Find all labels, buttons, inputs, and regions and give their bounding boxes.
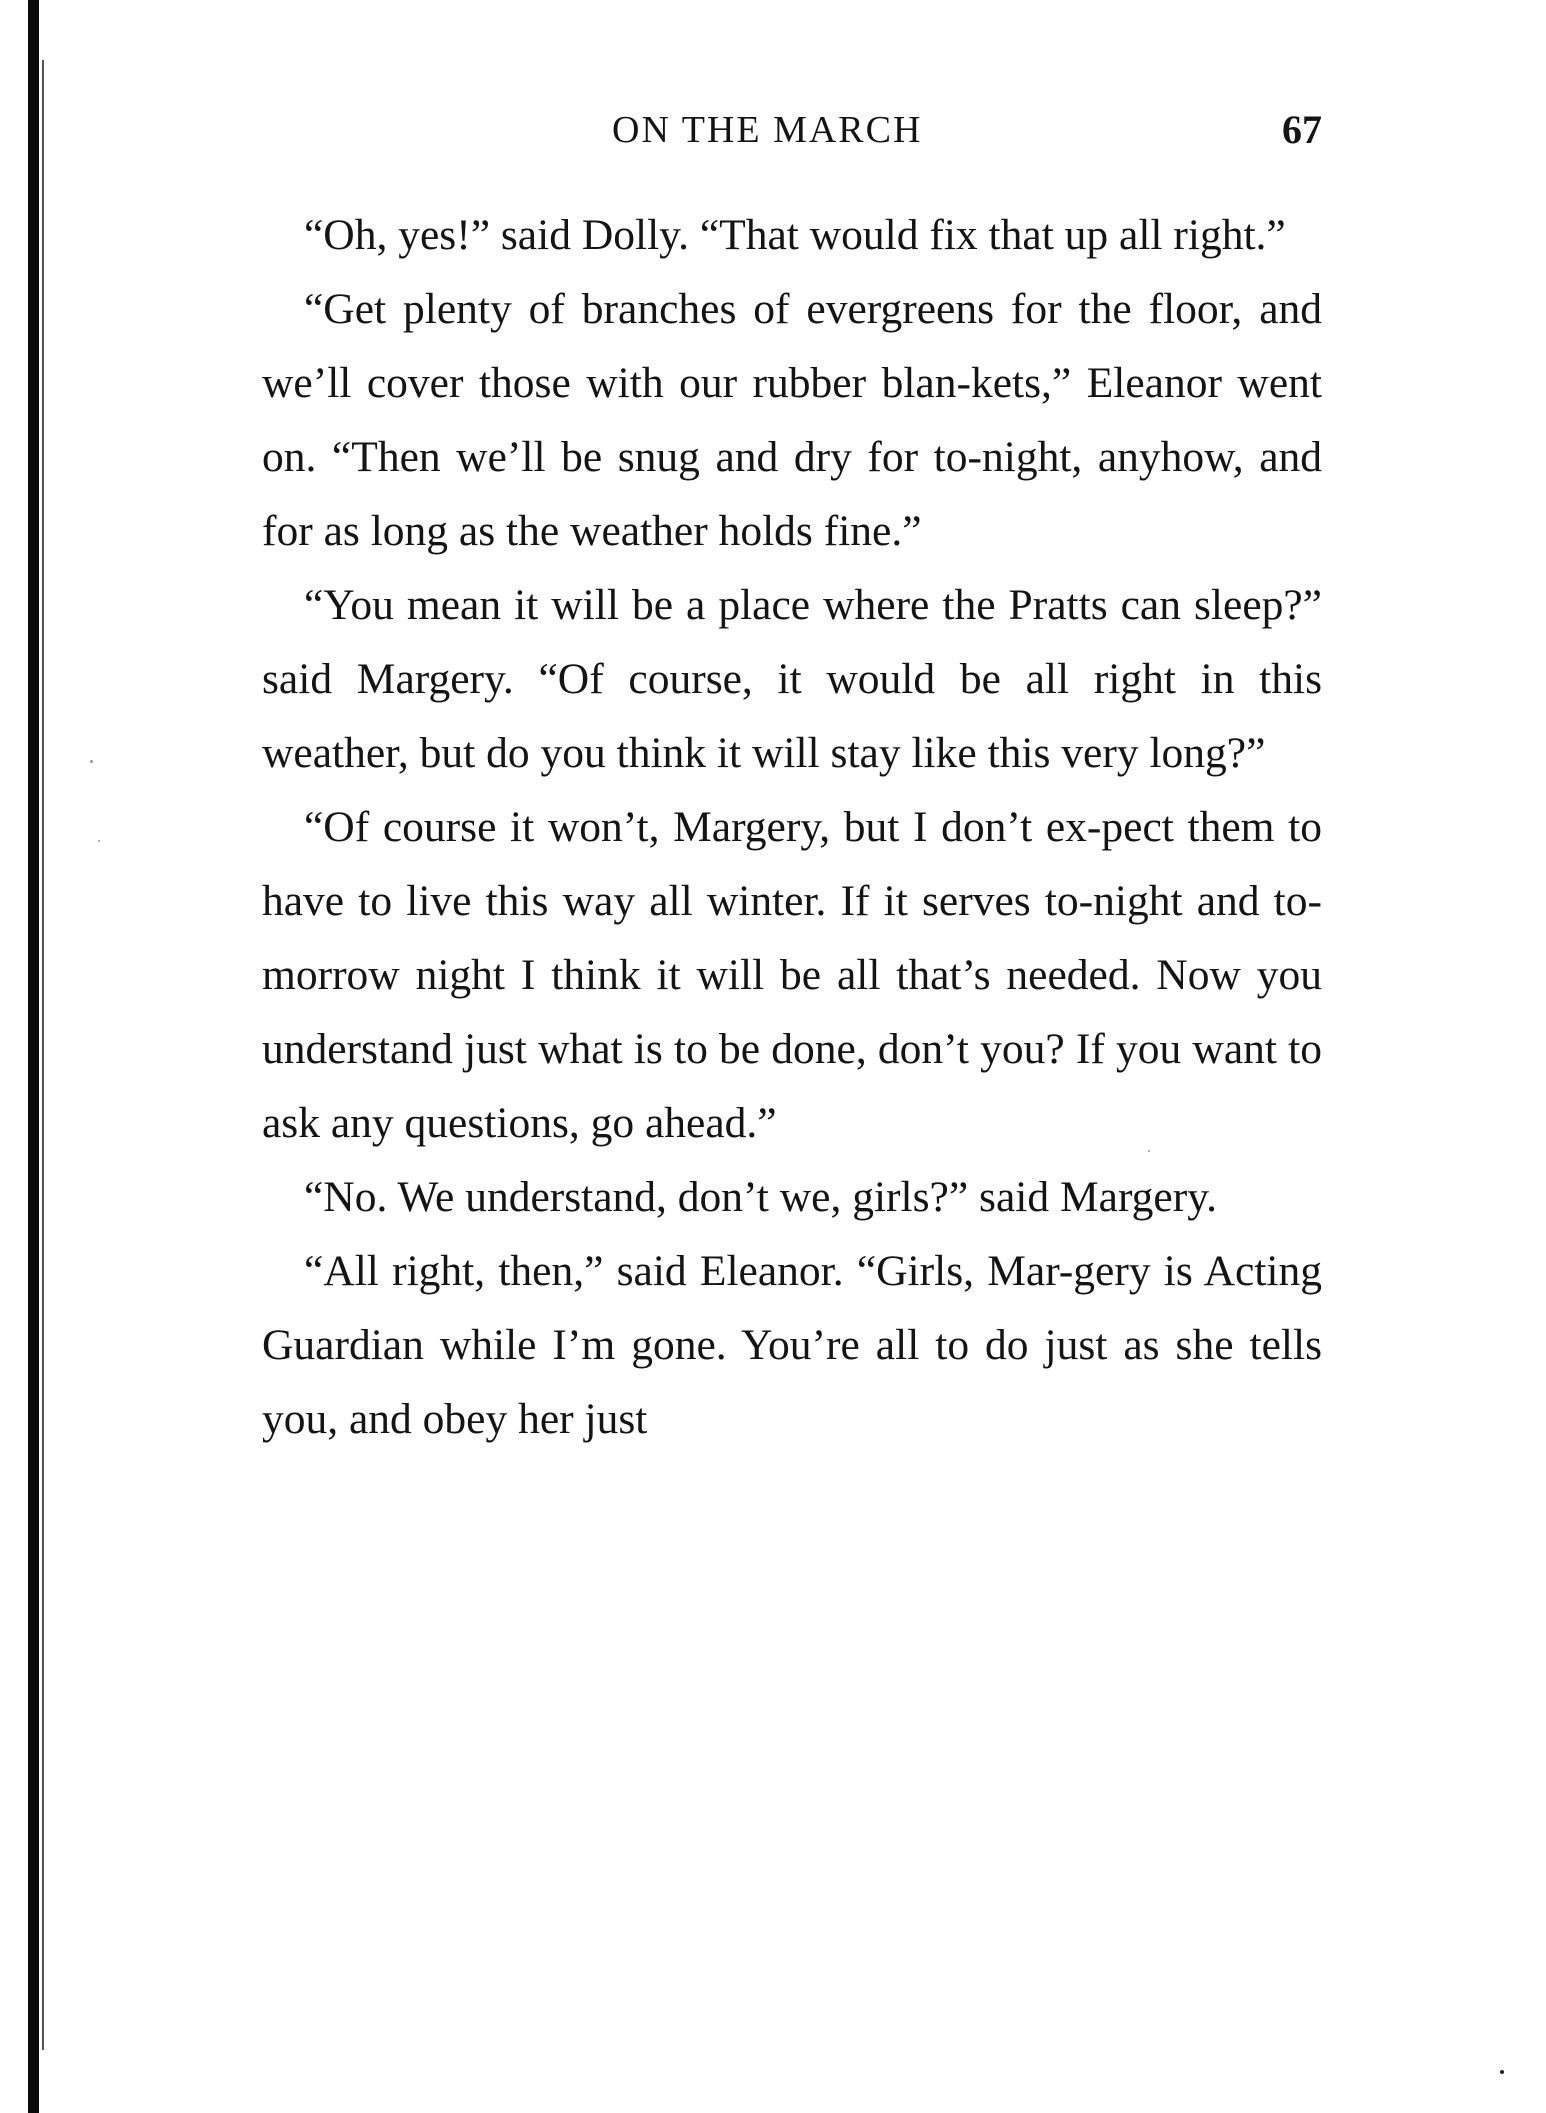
paragraph: “All right, then,” said Eleanor. “Girls, Mar-gery is Acting Guardian while I’m gone. You’re all to do just as she tells you, and obey her just (262, 1247, 1322, 1443)
page-number: 67 (1282, 107, 1322, 152)
paragraph: “Of course it won’t, Margery, but I don’t ex-pect them to have to live this way all winter. If it serves to-night and to-morrow night I think it will be all that’s needed. Now you understand just what is to be done, don’t you? If you want to ask any questions, go ahead.” (262, 803, 1322, 1147)
paragraph: “Get plenty of branches of evergreens for the floor, and we’ll cover those with our rubber blan-kets,” Eleanor went on. “Then we’ll be snug and dry for to-night, anyhow, and for as long as the weather holds fine.” (262, 285, 1322, 555)
paragraph: “You mean it will be a place where the Pratts can sleep?” said Margery. “Of course, it would be all right in this weather, but do you think it will stay like this very long?” (262, 581, 1322, 777)
paper-speck (98, 840, 100, 842)
page-header (262, 100, 1322, 160)
paper-speck (1500, 2070, 1504, 2074)
binding-shadow (42, 60, 44, 2050)
paper-speck (1148, 1150, 1150, 1152)
running-head: ON THE MARCH (612, 109, 923, 151)
paper-speck (90, 760, 93, 763)
binding-edge (28, 0, 39, 2113)
paragraph: “Oh, yes!” said Dolly. “That would fix that up all right.” (304, 211, 1286, 259)
paragraph: “No. We understand, don’t we, girls?” said Margery. (304, 1173, 1217, 1221)
body-text (262, 198, 1322, 1456)
